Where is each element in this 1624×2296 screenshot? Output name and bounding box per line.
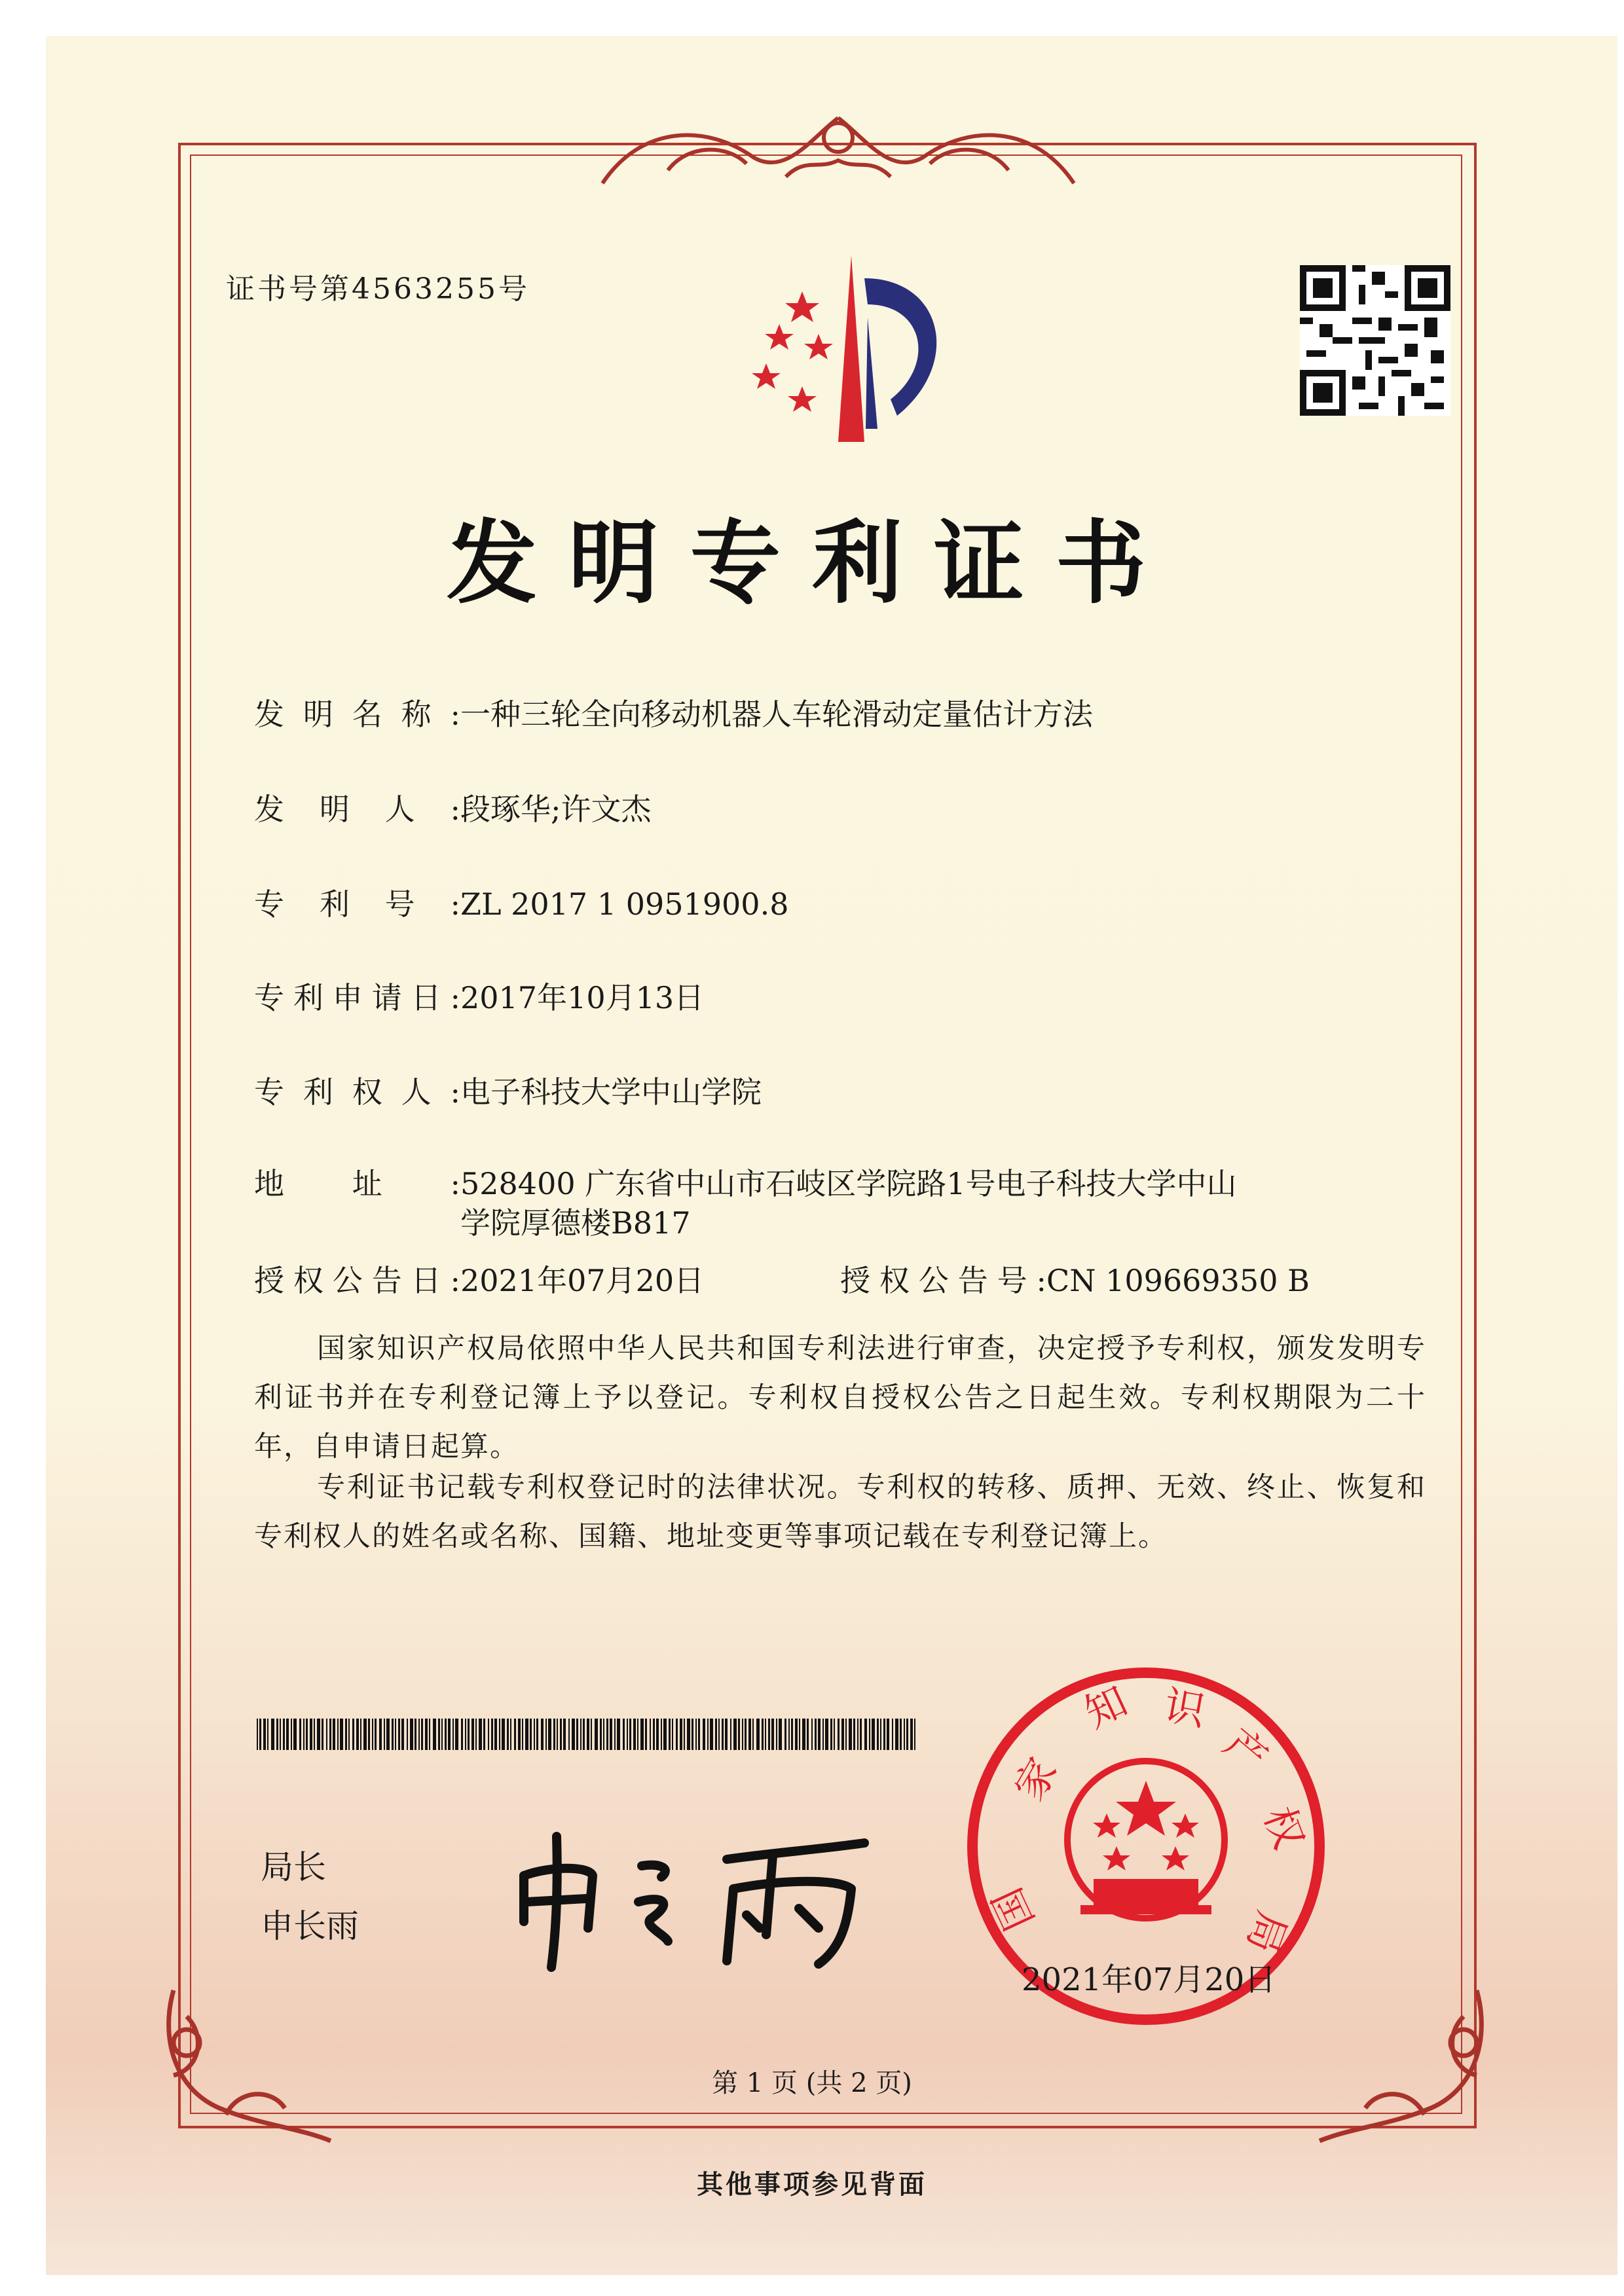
director-name: 申长雨 — [261, 1907, 359, 1945]
statement-paragraph-2: 专利证书记载专利权登记时的法律状况。专利权的转移、质押、无效、终止、恢复和专利权人的姓名或名称、国籍、地址变更等事项记载在专利登记簿上。 — [254, 1471, 1426, 1553]
svg-text:识: 识 — [1160, 1681, 1209, 1736]
grant-number-value: CN 109669350 B — [1046, 1263, 1310, 1298]
address-line2: 学院厚德楼B817 — [460, 1205, 691, 1241]
patent-number-label: 专利号: — [254, 886, 460, 922]
grant-date-row — [254, 1257, 704, 1300]
address-label: 地址: — [254, 1166, 460, 1201]
inventors-row — [254, 786, 652, 829]
filing-date-label: 专利申请日: — [254, 980, 460, 1015]
inventors-value: 段琢华;许文杰 — [460, 792, 652, 827]
svg-text:产: 产 — [1215, 1719, 1277, 1782]
svg-text:局: 局 — [1237, 1904, 1297, 1960]
filing-date-row — [254, 974, 704, 1017]
svg-text:国: 国 — [983, 1880, 1044, 1938]
invention-name-value: 一种三轮全向移动机器人车轮滑动定量估计方法 — [460, 697, 1093, 732]
footer-note: 其他事项参见背面 — [697, 2169, 927, 2200]
patentee-value: 电子科技大学中山学院 — [460, 1074, 762, 1110]
filing-date-value: 2017年10月13日 — [460, 980, 705, 1015]
svg-text:知: 知 — [1077, 1677, 1135, 1738]
grant-number-label: 授权公告号: — [840, 1263, 1046, 1298]
top-ornament — [589, 98, 1087, 196]
address-row — [254, 1160, 1237, 1203]
director-title: 局长 — [261, 1848, 326, 1886]
invention-name-label: 发明名称: — [254, 697, 460, 732]
invention-name-row — [254, 691, 1093, 734]
svg-text:家: 家 — [1005, 1749, 1067, 1809]
patent-number-row — [254, 881, 788, 924]
patentee-label: 专利权人: — [254, 1074, 460, 1110]
certificate-number: 证书号第4563255号 — [226, 272, 530, 306]
qr-code — [1300, 265, 1450, 416]
grant-date-value: 2021年07月20日 — [460, 1263, 705, 1298]
handwritten-signature — [511, 1804, 877, 1974]
certificate-title: 发明专利证书 — [446, 509, 1177, 616]
patentee-row — [254, 1068, 762, 1112]
patent-office-logo — [727, 252, 969, 442]
address-line1: 528400 广东省中山市石岐区学院路1号电子科技大学中山 — [460, 1166, 1237, 1201]
inventors-label: 发明人: — [254, 792, 460, 827]
patent-number-value: ZL 2017 1 0951900.8 — [460, 886, 789, 922]
seal-date: 2021年07月20日 — [1022, 1961, 1276, 1998]
statement-paragraph-1: 国家知识产权局依照中华人民共和国专利法进行审查，决定授予专利权，颁发发明专利证书并在专利登记簿上予以登记。专利权自授权公告之日起生效。专利权期限为二十年，自申请日起算。 — [254, 1332, 1426, 1463]
svg-text:权: 权 — [1254, 1800, 1314, 1855]
grant-date-label: 授权公告日: — [254, 1263, 460, 1298]
barcode — [257, 1719, 918, 1750]
page-number: 第 1 页 (共 2 页) — [712, 2068, 912, 2098]
grant-number-row — [840, 1257, 1310, 1300]
